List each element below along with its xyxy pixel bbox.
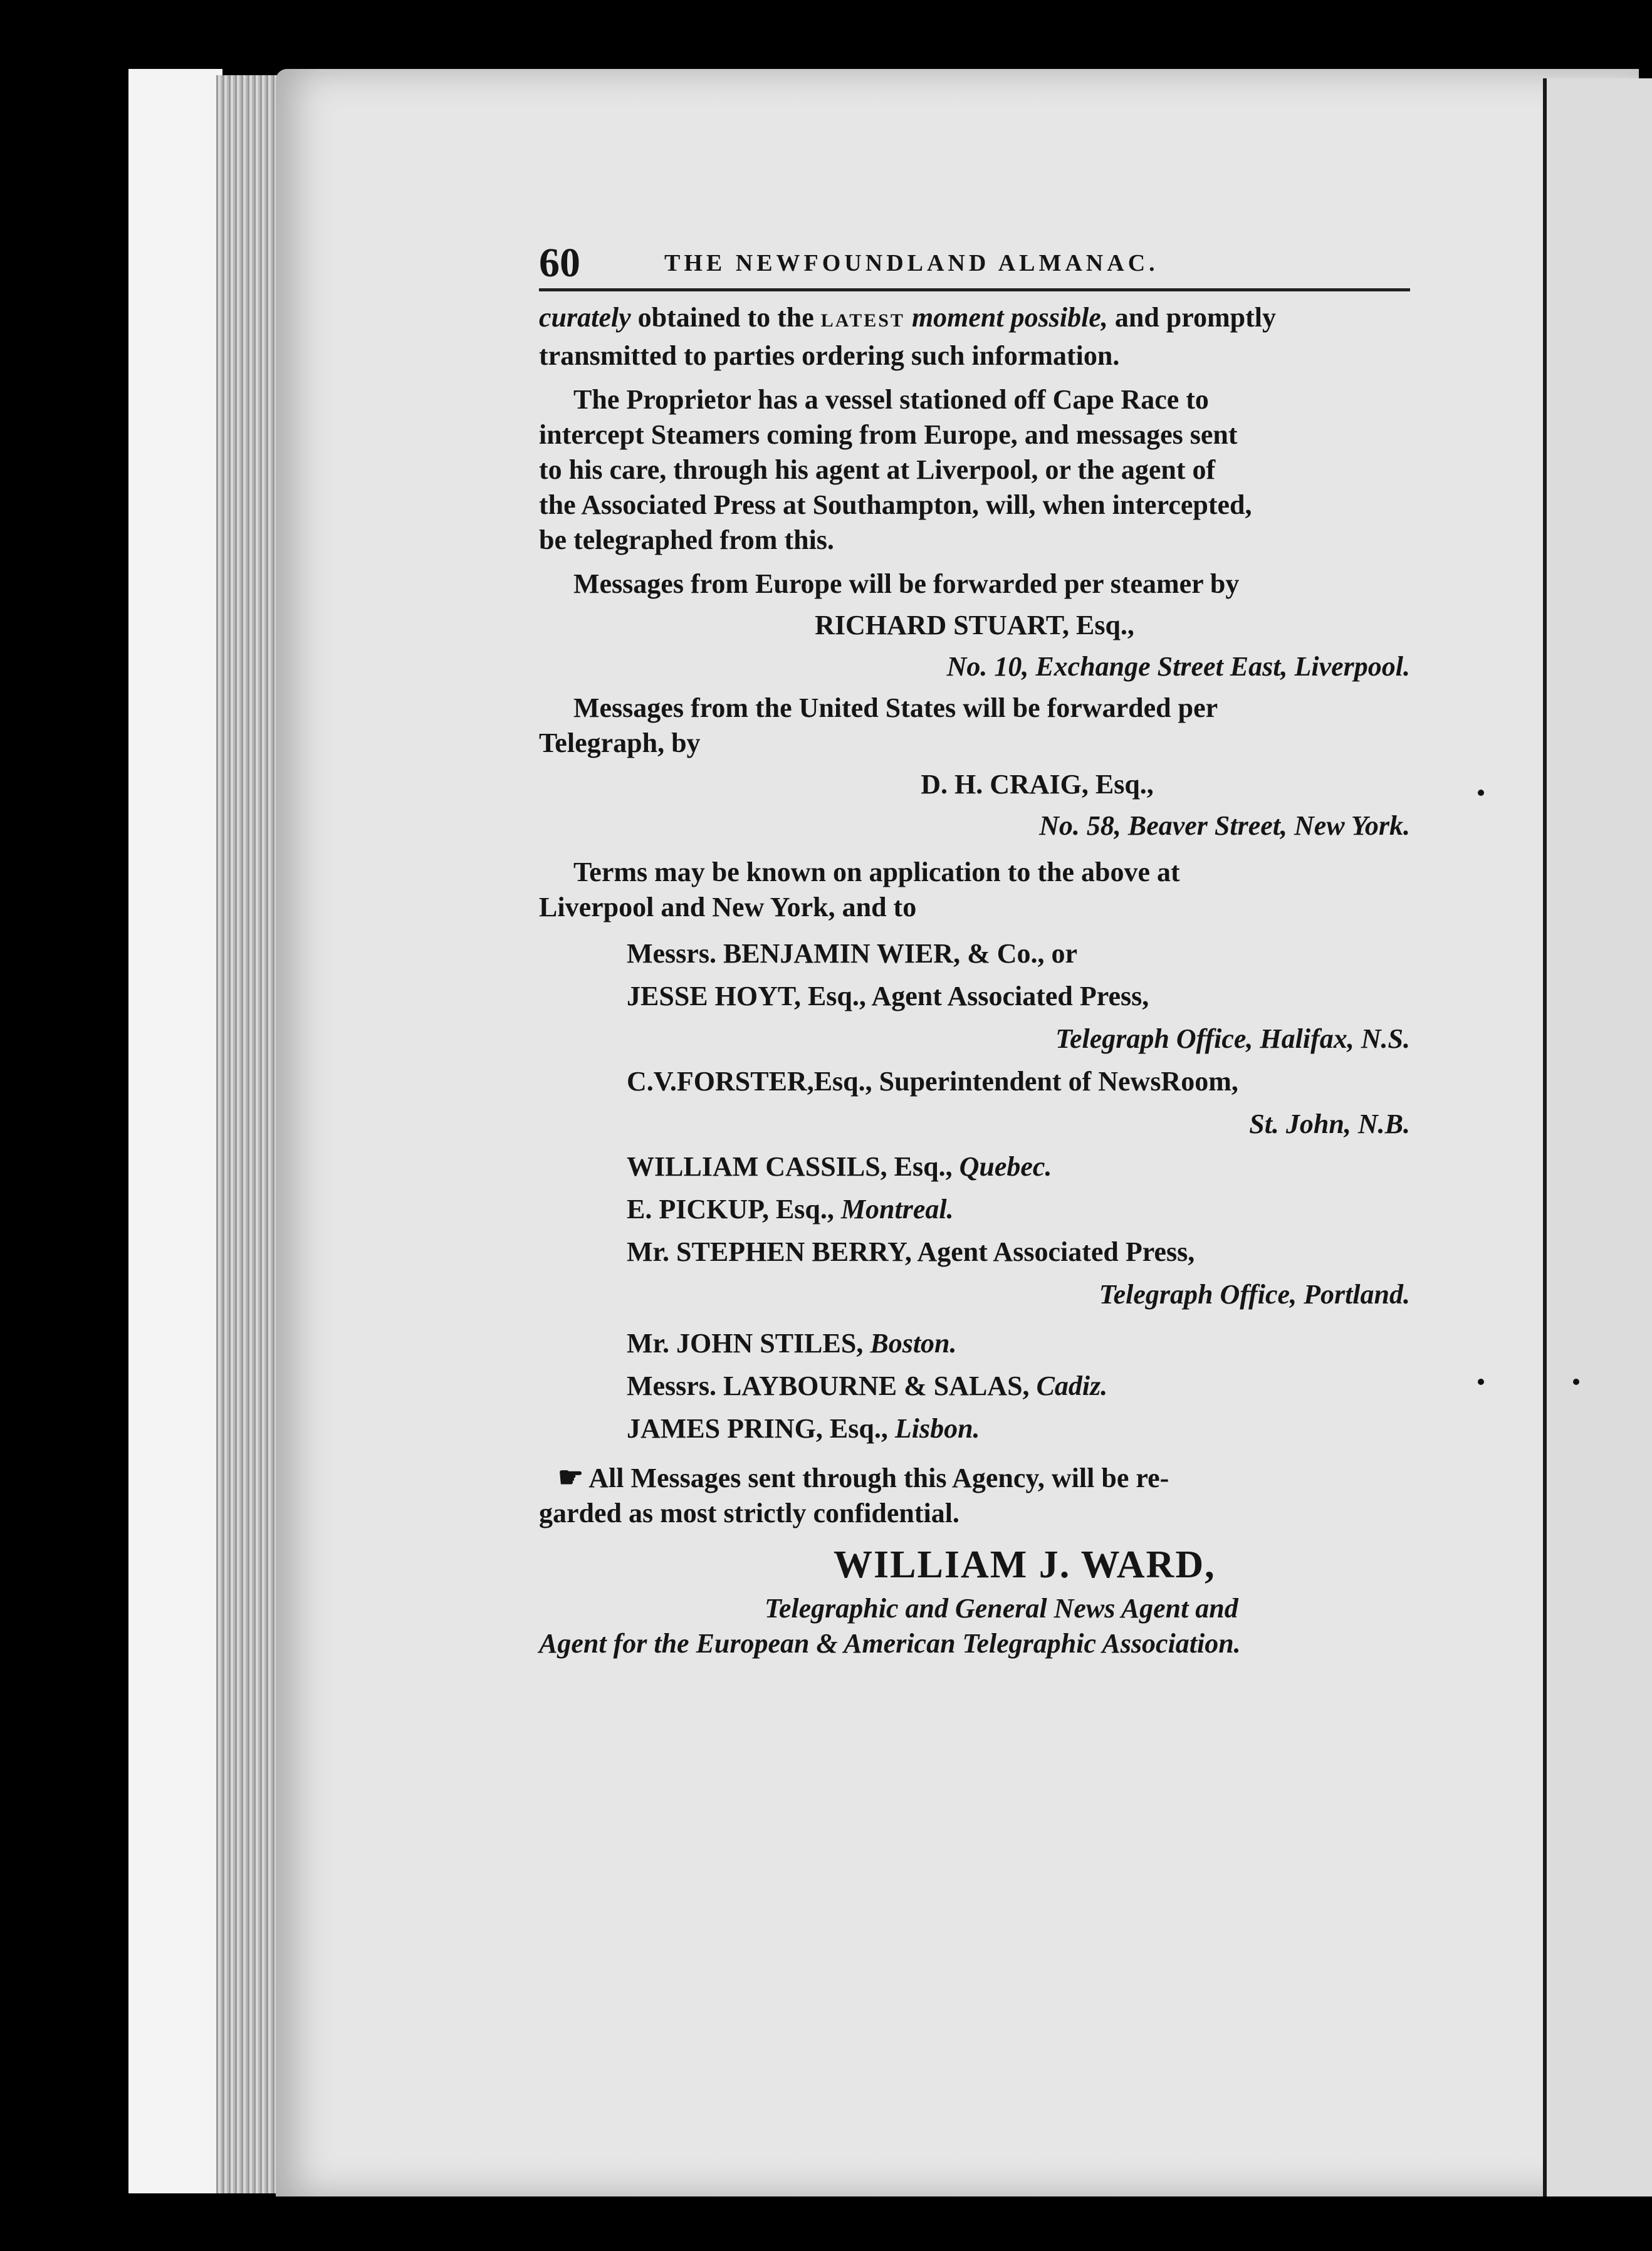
us-agent-address: No. 58, Beaver Street, New York. xyxy=(1039,810,1410,841)
paragraph-5-line-1: Terms may be known on application to the above at xyxy=(573,857,1180,887)
speck xyxy=(1573,1379,1579,1385)
agent-laybourne-salas: Messrs. LAYBOURNE & SALAS, Cadiz. xyxy=(627,1371,1108,1401)
paragraph-3-line-1: Messages from Europe will be forwarded per steamer by xyxy=(573,568,1240,599)
agent-hoyt: JESSE HOYT, Esq., Agent Associated Press, xyxy=(627,981,1149,1011)
europe-agent-address: No. 10, Exchange Street East, Liverpool. xyxy=(946,651,1410,682)
notice-line-1: ☛ All Messages sent through this Agency, will be re- xyxy=(539,1460,1410,1496)
pointing-hand-icon: ☛ xyxy=(558,1461,584,1493)
agent-forster: C.V.FORSTER,Esq., Superintendent of NewsRoom, xyxy=(627,1066,1238,1097)
agent-stiles: Mr. JOHN STILES, Boston. xyxy=(627,1328,957,1359)
page-text xyxy=(539,238,1410,1661)
agent-wier: Messrs. BENJAMIN WIER, & Co., or xyxy=(627,938,1078,969)
agent-hoyt-place: Telegraph Office, Halifax, N.S. xyxy=(1055,1023,1410,1054)
speck xyxy=(1478,1379,1484,1385)
paragraph-2-line-5: be telegraphed from this. xyxy=(539,525,834,555)
europe-agent-name: RICHARD STUART, Esq., xyxy=(815,610,1134,640)
agent-berry: Mr. STEPHEN BERRY, Agent Associated Press, xyxy=(627,1236,1195,1267)
paragraph-4-line-1: Messages from the United States will be forwarded per xyxy=(573,692,1218,723)
paragraph-1-line-2: transmitted to parties ordering such information. xyxy=(539,340,1120,371)
notice-line-2: garded as most strictly confidential. xyxy=(539,1498,959,1528)
signature-title-line-1: Telegraphic and General News Agent and xyxy=(765,1593,1238,1624)
paragraph-4-line-2: Telegraph, by xyxy=(539,728,701,758)
agent-cassils: WILLIAM CASSILS, Esq., Quebec. xyxy=(627,1151,1052,1182)
agent-pickup: E. PICKUP, Esq., Montreal. xyxy=(627,1194,954,1225)
body-text xyxy=(539,300,1410,1661)
running-title: THE NEWFOUNDLAND ALMANAC. xyxy=(664,250,1159,276)
agent-pring: JAMES PRING, Esq., Lisbon. xyxy=(627,1413,980,1444)
page-number: 60 xyxy=(539,240,580,286)
page-stack-edges xyxy=(216,75,282,2193)
paragraph-5-line-2: Liverpool and New York, and to xyxy=(539,892,917,922)
paragraph-2-line-2: intercept Steamers coming from Europe, and messages sent xyxy=(539,419,1238,450)
agent-berry-place: Telegraph Office, Portland. xyxy=(1099,1279,1410,1310)
paragraph-1-line-1: curately obtained to the LATEST moment possible, and promptly xyxy=(539,302,1276,333)
paragraph-2-line-4: the Associated Press at Southampton, will, when intercepted, xyxy=(539,489,1252,520)
us-agent-name: D. H. CRAIG, Esq., xyxy=(921,769,1154,800)
signature-title-line-2: Agent for the European & American Telegraphic Association. xyxy=(539,1628,1241,1659)
speck xyxy=(1478,790,1484,796)
agent-forster-place: St. John, N.B. xyxy=(1249,1109,1410,1139)
signature-name: WILLIAM J. WARD, xyxy=(834,1543,1216,1586)
paragraph-2-line-3: to his care, through his agent at Liverpool, or the agent of xyxy=(539,454,1216,485)
adjacent-page-edge xyxy=(1543,78,1652,2196)
paragraph-2-line-1: The Proprietor has a vessel stationed off Cape Race to xyxy=(573,384,1209,415)
page-header xyxy=(539,238,1410,291)
page-edge xyxy=(128,69,222,2193)
